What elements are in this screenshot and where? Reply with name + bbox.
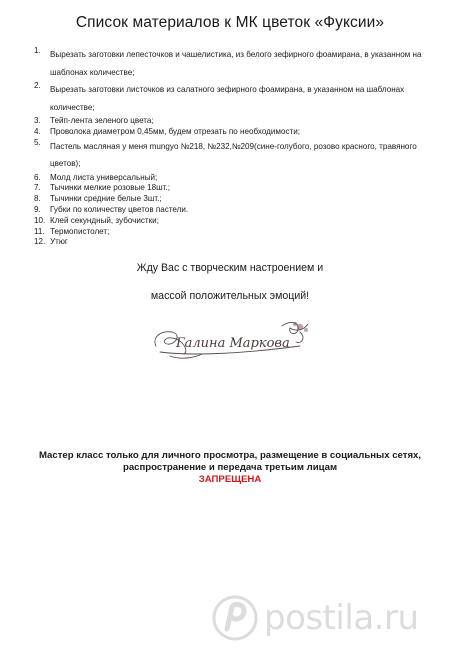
list-item-text: Тычинки мелкие розовые 18шт.; — [50, 183, 170, 193]
greeting-line-2: массой положительных эмоций! — [150, 290, 310, 302]
postila-watermark — [212, 590, 452, 646]
list-item-number: 8. — [34, 194, 41, 204]
list-item — [34, 216, 426, 227]
list-item — [34, 205, 426, 216]
list-item-text: Утюг — [50, 237, 68, 247]
copyright-notice — [20, 450, 440, 487]
list-item — [34, 46, 426, 81]
list-item-text: Вырезать заготовки лепесточков и чашелистика, из белого зефирного фоамирана, в указанном на шаблонах количестве; — [50, 50, 422, 77]
materials-list — [34, 46, 426, 248]
signature-logo — [150, 316, 320, 362]
list-item — [34, 237, 426, 248]
notice-forbidden: ЗАПРЕЩЕНА — [198, 474, 262, 486]
list-item — [34, 81, 426, 116]
list-item-number: 1. — [34, 46, 41, 55]
list-item-text: Термопистолет; — [50, 226, 110, 236]
list-item — [34, 127, 426, 138]
postila-pin-icon — [212, 595, 258, 641]
list-item — [34, 138, 426, 173]
list-item-text: Тейп-лента зеленого цвета; — [50, 116, 154, 125]
list-item — [34, 173, 426, 184]
list-item-text: Молд листа универсальный; — [50, 172, 158, 182]
list-item — [34, 183, 426, 194]
list-item — [34, 116, 426, 127]
notice-text: Мастер класс только для личного просмотра, размещение в социальных сетях, распространение и передача третьим лицам — [38, 450, 422, 474]
signature-text: Галина Маркова — [176, 336, 290, 351]
list-item-text: Вырезать заготовки листочков из салатного зефирного фоамирана, в указанном на шаблонах количестве; — [50, 85, 405, 112]
list-item — [34, 194, 426, 205]
list-item-number: 3. — [34, 116, 41, 125]
watermark-text: postila.ru — [264, 598, 419, 638]
greeting-line-1: Жду Вас с творческим настроением и — [136, 262, 324, 274]
list-item-number: 4. — [34, 126, 41, 136]
list-item-text: Тычинки средние белые 3шт.; — [50, 194, 162, 204]
list-item-text: Проволока диаметром 0,45мм, будем отрезать по необходимости; — [50, 126, 300, 136]
list-item-text: Пастель масляная у меня mungyo №218, №232,№209(сине-голубого, розово красного, травяного цветов); — [50, 141, 417, 169]
list-item-number: 11. — [34, 226, 45, 236]
list-item — [34, 227, 426, 238]
list-item-text: Губки по количеству цветов пастели. — [50, 204, 189, 214]
list-item-number: 12. — [34, 237, 46, 247]
list-item-number: 6. — [34, 172, 41, 182]
list-item-number: 7. — [34, 183, 41, 193]
page-title: Список материалов к МК цветок «Фуксии» — [75, 14, 385, 31]
list-item-number: 5. — [34, 137, 41, 147]
list-item-number: 9. — [34, 204, 41, 214]
list-item-number: 10. — [34, 215, 46, 225]
list-item-text: Клей секундный, зубочистки; — [50, 215, 159, 225]
list-item-number: 2. — [34, 81, 41, 90]
